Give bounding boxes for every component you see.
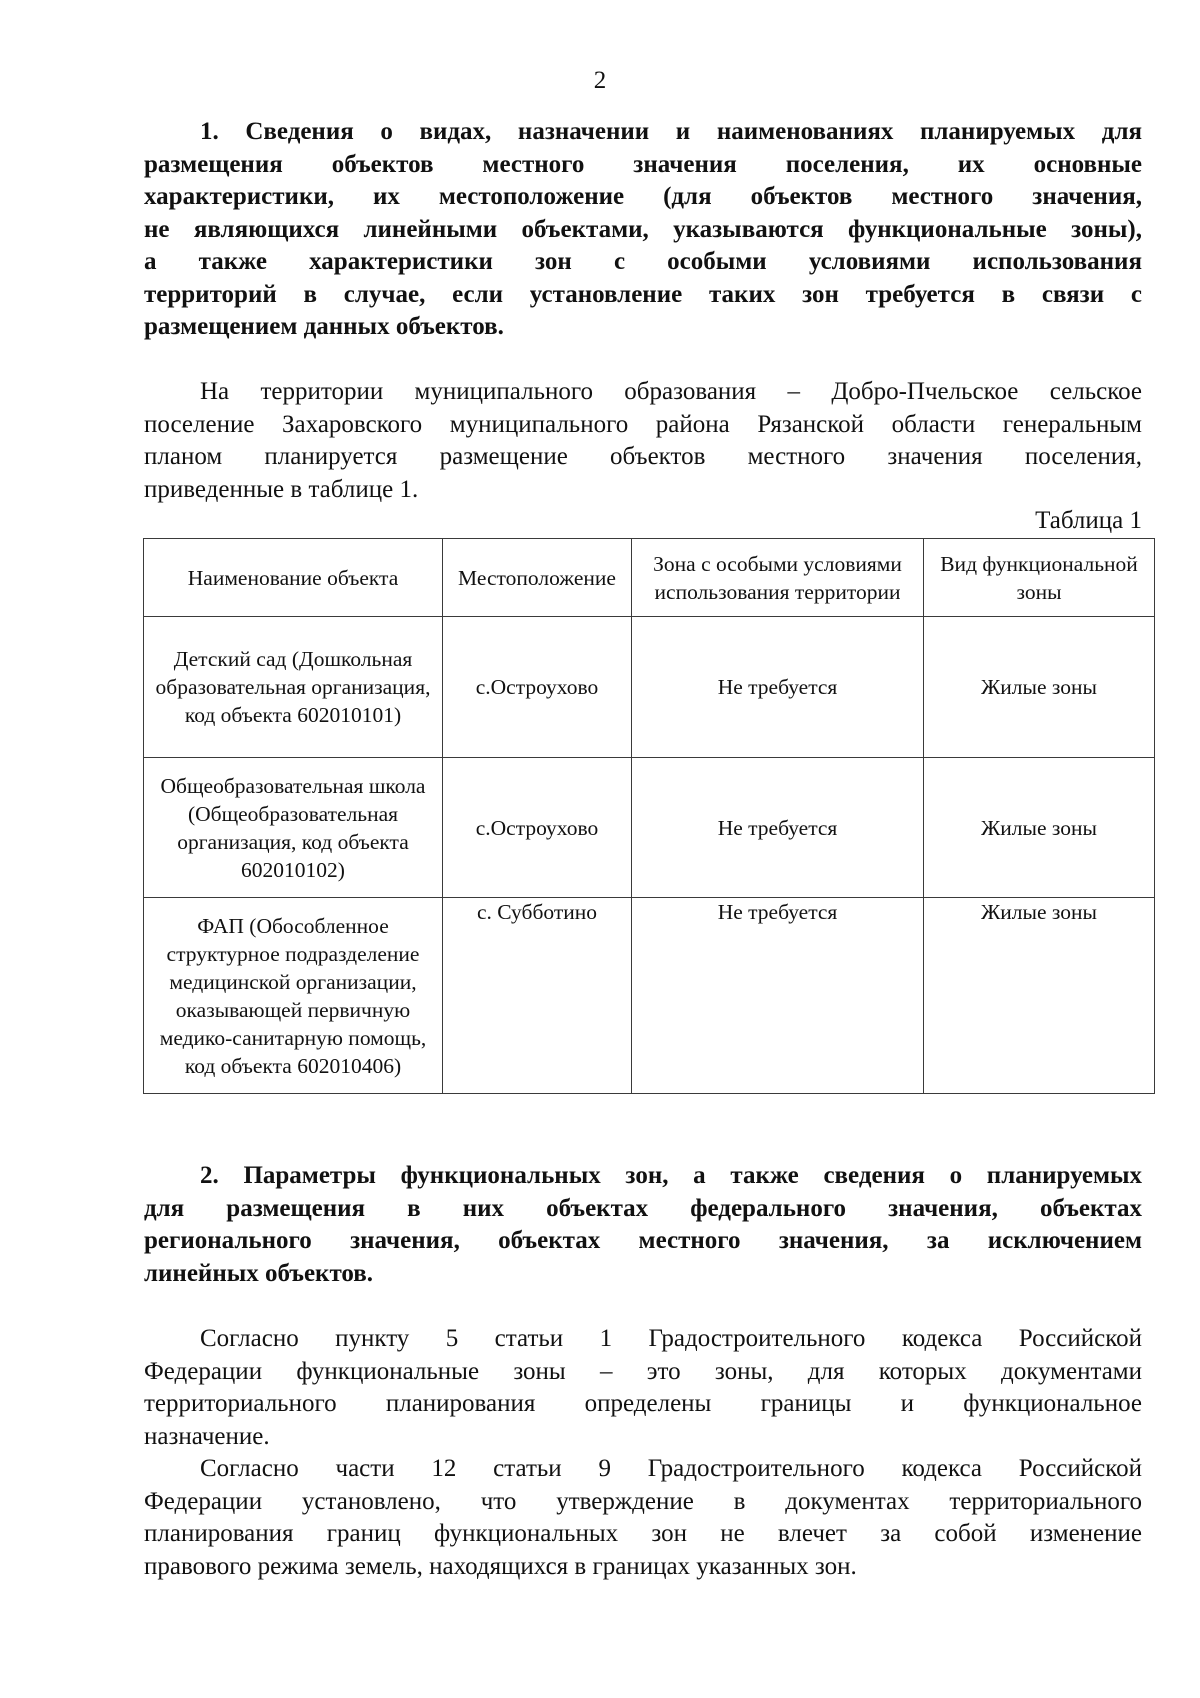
paragraph-line: правового режима земель, находящихся в границах указанных зон. [144,1552,857,1580]
cell-special-zone: Не требуется [632,617,924,758]
cell-object-name: Общеобразовательная школа (Общеобразовательная организация, код объекта 602010102) [144,758,443,898]
section2-paragraph-1 [144,1323,1142,1453]
cell-special-zone: Не требуется [632,758,924,898]
cell-location: с.Остроухово [443,617,632,758]
heading-line: размещения объектов местного значения поселения, их основные [144,150,1142,178]
objects-table [143,538,1155,1094]
paragraph-line: назначение. [144,1422,270,1450]
cell-object-name: ФАП (Обособленное структурное подразделение медицинской организации, оказывающей первичную медико-санитарную помощь, код объекта 602010406) [144,898,443,1094]
heading-line: линейных объектов. [144,1259,374,1287]
heading-line: территорий в случае, если установление таких зон требуется в связи с [144,280,1142,308]
cell-functional-zone: Жилые зоны [924,898,1155,1094]
paragraph-line: Согласно пункту 5 статьи 1 Градостроительного кодекса Российской [200,1325,1142,1352]
paragraph-line: планирования границ функциональных зон не влечет за собой изменение [144,1520,1142,1547]
paragraph-line: территориального планирования определены границы и функциональное [144,1390,1142,1417]
page-number: 2 [593,67,607,94]
paragraph-line: приведенные в таблице 1. [144,475,419,503]
header-location: Местоположение [443,539,632,617]
table-caption: Таблица 1 [1035,507,1142,534]
cell-functional-zone: Жилые зоны [924,758,1155,898]
paragraph-line: Федерации установлено, что утверждение в документах территориального [144,1487,1142,1515]
table-row [144,758,1155,898]
section2-heading [144,1160,1142,1290]
heading-line: 1. Сведения о видах, назначении и наименованиях планируемых для [200,118,1142,145]
header-functional-zone: Вид функциональной зоны [924,539,1155,617]
heading-line: а также характеристики зон с особыми условиями использования [144,248,1142,275]
paragraph-line: планом планируется размещение объектов местного значения поселения, [144,443,1142,470]
cell-special-zone: Не требуется [632,898,924,1094]
heading-line: размещением данных объектов. [144,313,504,340]
cell-object-name: Детский сад (Дошкольная образовательная организация, код объекта 602010101) [144,617,443,758]
cell-functional-zone: Жилые зоны [924,617,1155,758]
section1-paragraph [144,376,1142,506]
heading-line: не являющихся линейными объектами, указываются функциональные зоны), [144,215,1142,243]
heading-line: для размещения в них объектах федерального значения, объектах [144,1194,1142,1222]
header-object-name: Наименование объекта [144,539,443,617]
heading-line: регионального значения, объектах местного значения, за исключением [144,1227,1142,1254]
section2-paragraph-2 [144,1453,1142,1583]
cell-location: с. Субботино [443,898,632,1094]
table-row [144,898,1155,1094]
table-row [144,617,1155,758]
paragraph-line: поселение Захаровского муниципального района Рязанской области генеральным [144,410,1142,438]
paragraph-line: На территории муниципального образования – Добро-Пчельское сельское [200,378,1142,405]
paragraph-line: Федерации функциональные зоны – это зоны, для которых документами [144,1357,1142,1385]
table-header-row [144,539,1155,617]
section1-heading [144,116,1142,344]
paragraph-line: Согласно части 12 статьи 9 Градостроительного кодекса Российской [200,1455,1142,1482]
header-special-zone: Зона с особыми условиями использования территории [632,539,924,617]
cell-location: с.Остроухово [443,758,632,898]
heading-line: характеристики, их местоположение (для объектов местного значения, [144,183,1142,210]
heading-line: 2. Параметры функциональных зон, а также сведения о планируемых [200,1162,1142,1189]
